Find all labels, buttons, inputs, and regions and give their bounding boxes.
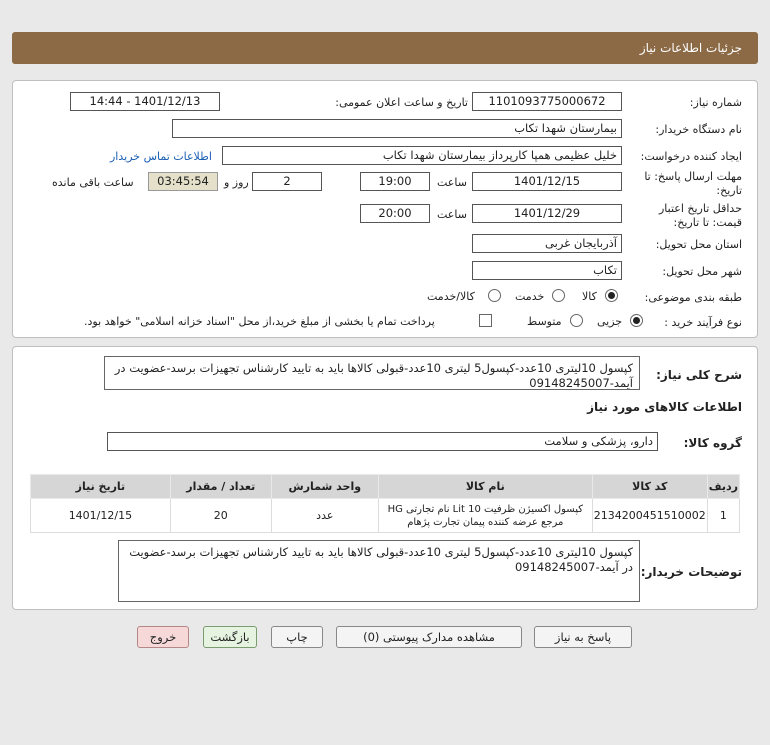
cell-qty: 20 (170, 499, 271, 533)
validity-label-1: حداقل تاریخ اعتبار (658, 202, 742, 215)
deadline-time-label: ساعت (437, 176, 467, 189)
creator-label: ایجاد کننده درخواست: (640, 150, 742, 163)
process-label: نوع فرآیند خرید : (664, 316, 742, 329)
cell-row: 1 (707, 499, 739, 533)
province-label: استان محل تحویل: (655, 238, 742, 251)
province-field: آذربایجان غربی (472, 234, 622, 253)
process-option-medium: متوسط (527, 315, 562, 328)
summary-text: کپسول 10لیتری 10عدد-کپسول5 لیتری 10عدد-قبولی کالاها باید به تایید کارشناس تجهیزات برسد-عضویت در آیمد-09148245007 (104, 356, 640, 390)
announce-label: تاریخ و ساعت اعلان عمومی: (335, 96, 468, 109)
col-name: نام کالا (378, 475, 592, 499)
deadline-label-2: تاریخ: (716, 184, 742, 197)
remaining-label: ساعت باقی مانده (52, 176, 134, 189)
process-radio-medium[interactable] (570, 314, 583, 327)
validity-date-field: 1401/12/29 (472, 204, 622, 223)
validity-label-2: قیمت: تا تاریخ: (673, 216, 742, 229)
days-field: 2 (252, 172, 322, 191)
buyer-contact-link[interactable]: اطلاعات تماس خریدار (110, 150, 212, 163)
process-radio-minor[interactable] (630, 314, 643, 327)
exit-button[interactable]: خروج (137, 626, 189, 648)
buyer-org-field: بیمارستان شهدا تکاب (172, 119, 622, 138)
reply-button[interactable]: پاسخ به نیاز (534, 626, 632, 648)
col-unit: واحد شمارش (271, 475, 378, 499)
table-header-row (31, 475, 740, 499)
category-option-goods: کالا (582, 290, 597, 303)
deadline-date-field: 1401/12/15 (472, 172, 622, 191)
page-title: جزئیات اطلاعات نیاز (639, 41, 742, 55)
days-label: روز و (224, 176, 249, 189)
process-option-minor: جزیی (597, 315, 623, 328)
col-date: تاریخ نیاز (31, 475, 171, 499)
goods-group-field: دارو، پزشکی و سلامت (107, 432, 658, 451)
need-number-label: شماره نیاز: (689, 96, 742, 109)
creator-field: خلیل عظیمی همپا کارپرداز بیمارستان شهدا تکاب (222, 146, 622, 165)
remaining-time: 03:45:54 (148, 172, 218, 191)
category-radio-service[interactable] (552, 289, 565, 302)
city-label: شهر محل تحویل: (662, 265, 742, 278)
deadline-time-field: 19:00 (360, 172, 430, 191)
col-qty: تعداد / مقدار (170, 475, 271, 499)
summary-label: شرح کلی نیاز: (656, 368, 742, 382)
goods-info-title: اطلاعات کالاهای مورد نیاز (587, 400, 742, 414)
col-code: کد کالا (592, 475, 707, 499)
cell-unit: عدد (271, 499, 378, 533)
category-option-service: خدمت (515, 290, 545, 303)
goods-group-label: گروه کالا: (683, 436, 742, 450)
category-radio-goods[interactable] (605, 289, 618, 302)
need-number-field: 1101093775000672 (472, 92, 622, 111)
attachments-button[interactable]: مشاهده مدارک پیوستی (0) (336, 626, 522, 648)
cell-date: 1401/12/15 (31, 499, 171, 533)
buyer-org-label: نام دستگاه خریدار: (655, 123, 742, 136)
validity-time-label: ساعت (437, 208, 467, 221)
print-button[interactable]: چاپ (271, 626, 323, 648)
treasury-note: پرداخت تمام یا بخشی از مبلغ خرید،از محل "اسناد خزانه اسلامی" خواهد بود. (84, 315, 435, 328)
announce-field: 1401/12/13 - 14:44 (70, 92, 220, 111)
category-label: طبقه بندی موضوعی: (644, 291, 742, 304)
page-header (12, 32, 758, 64)
category-radio-both[interactable] (488, 289, 501, 302)
table-row (31, 499, 740, 533)
buyer-notes-text: کپسول 10لیتری 10عدد-کپسول5 لیتری 10عدد-قبولی کالاها باید به تایید کارشناس تجهیزات برسد-عضویت در آیمد-09148245007 (118, 540, 640, 602)
goods-table (30, 474, 740, 533)
category-option-both: کالا/خدمت (427, 290, 475, 303)
validity-time-field: 20:00 (360, 204, 430, 223)
treasury-checkbox[interactable] (479, 314, 492, 327)
buyer-notes-label: توضیحات خریدار: (640, 565, 742, 579)
cell-name: کپسول اکسیژن ظرفیت 10 Lit نام تجارتی HG مرجع عرضه کننده پیمان تجارت پژهام (378, 499, 592, 533)
back-button[interactable]: بازگشت (203, 626, 257, 648)
cell-code: 2134200451510002 (592, 499, 707, 533)
col-row: ردیف (707, 475, 739, 499)
city-field: تکاب (472, 261, 622, 280)
deadline-label-1: مهلت ارسال پاسخ: تا (644, 170, 742, 183)
